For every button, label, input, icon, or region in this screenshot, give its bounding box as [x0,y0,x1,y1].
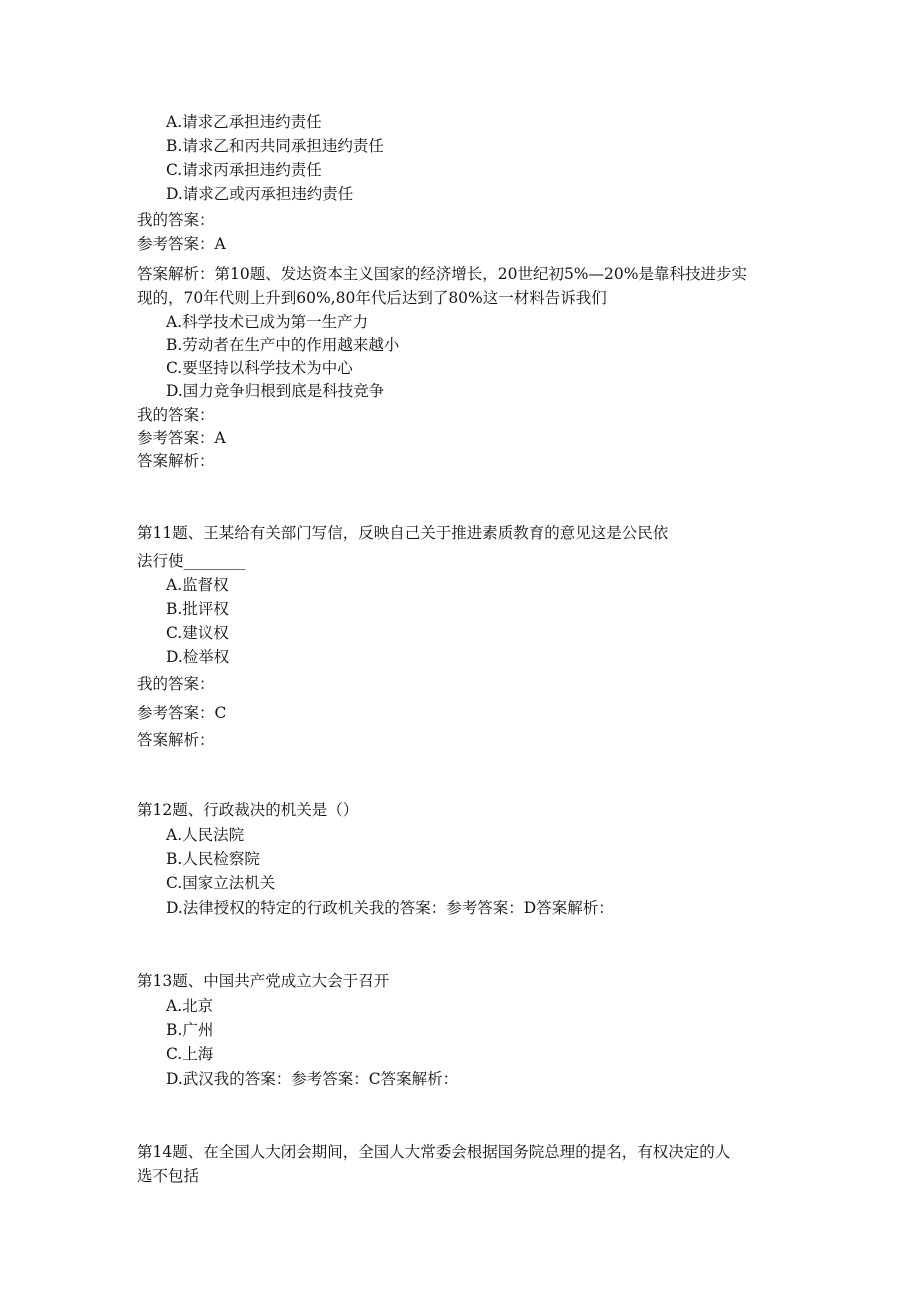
q11-option-d: D.检举权 [166,648,230,666]
q9-my-answer: 我的答案： [137,211,215,229]
q13-option-a: A.北京 [166,997,214,1015]
q9-explanation-line2: 现的，70年代则上升到60%,80年代后达到了80%这一材料告诉我们 [137,289,607,307]
q13-question: 第13题、中国共产党成立大会于召开 [137,972,390,990]
q10-option-b: B.劳动者在生产中的作用越来越小 [166,336,400,354]
q9-option-b: B.请求乙和丙共同承担违约责任 [166,137,384,155]
q12-option-a: A.人民法院 [166,826,245,844]
q11-question-line1: 第11题、王某给有关部门写信，反映自己关于推进素质教育的意见这是公民依 [137,524,669,542]
q11-option-b: B.批评权 [166,600,229,618]
q13-option-b: B.广州 [166,1021,214,1039]
q10-ref-answer: 参考答案：A [137,429,226,447]
q12-option-b: B.人民检察院 [166,850,260,868]
q11-my-answer: 我的答案： [137,675,215,693]
q11-option-a: A.监督权 [166,576,229,594]
q12-option-c: C.国家立法机关 [166,874,276,892]
q10-option-d: D.国力竞争归根到底是科技竞争 [166,382,385,400]
q11-question-line2: 法行使________ [137,552,246,570]
q9-ref-answer: 参考答案：A [137,235,226,253]
q14-question-line2: 选不包括 [137,1167,200,1185]
q12-question: 第12题、行政裁决的机关是（） [137,801,359,819]
q11-option-c: C.建议权 [166,624,229,642]
q9-option-c: C.请求丙承担违约责任 [166,161,322,179]
q11-ref-answer: 参考答案：C [137,704,227,722]
q12-option-d: D.法律授权的特定的行政机关我的答案：参考答案：D答案解析： [166,899,614,917]
q9-option-d: D.请求乙或丙承担违约责任 [166,185,354,203]
q13-option-d: D.武汉我的答案：参考答案：C答案解析： [166,1070,459,1088]
q10-my-answer: 我的答案： [137,406,215,424]
q11-explanation: 答案解析： [137,731,215,749]
q10-explanation: 答案解析： [137,452,215,470]
q14-question-line1: 第14题、在全国人大闭会期间，全国人大常委会根据国务院总理的提名，有权决定的人 [137,1143,731,1161]
q10-option-c: C.要坚持以科学技术为中心 [166,359,353,377]
q9-explanation-line1: 答案解析：第10题、发达资本主义国家的经济增长，20世纪初5%—20%是靠科技进步实 [137,265,747,283]
q10-option-a: A.科学技术已成为第一生产力 [166,313,369,331]
q13-option-c: C.上海 [166,1045,214,1063]
q9-option-a: A.请求乙承担违约责任 [166,113,322,131]
